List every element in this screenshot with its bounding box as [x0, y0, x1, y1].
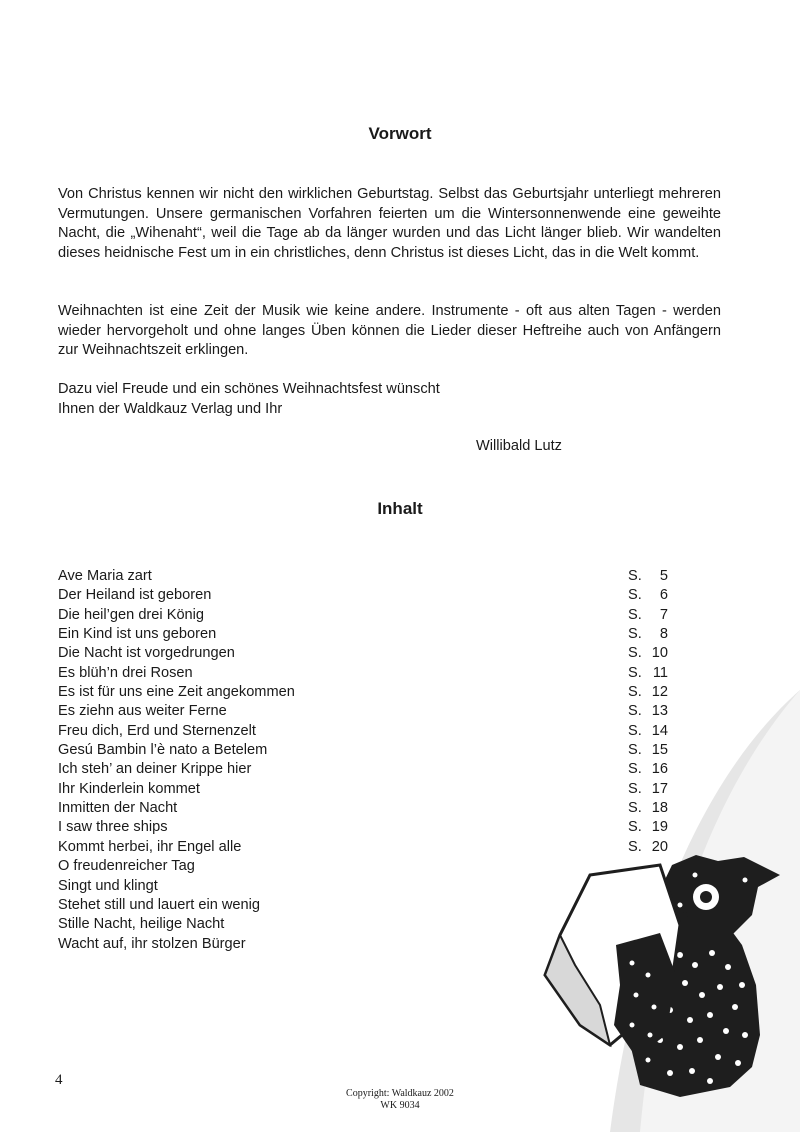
toc-page-prefix: S.	[628, 722, 642, 739]
toc-entry	[58, 702, 668, 721]
toc-page-number: 15	[651, 742, 668, 759]
toc-entry-title: Ich steh’ an deiner Krippe hier	[58, 761, 252, 778]
toc-entry	[58, 664, 668, 683]
toc-entry-title: Inmitten der Nacht	[58, 800, 178, 817]
toc-page-number: 13	[651, 703, 668, 720]
owl-illustration	[520, 835, 790, 1105]
toc-entry-title: Die Nacht ist vorgedrungen	[58, 645, 235, 662]
toc-page-number: 11	[652, 664, 668, 681]
toc-page-number: 8	[659, 626, 668, 643]
toc-page-number: 19	[651, 819, 668, 836]
contents-title: Inhalt	[377, 499, 423, 518]
closing-line-2: Ihnen der Waldkauz Verlag und Ihr	[58, 400, 283, 417]
toc-entry	[58, 625, 668, 644]
toc-page-prefix: S.	[628, 645, 642, 662]
foreword-title: Vorwort	[368, 124, 432, 143]
toc-entry	[58, 722, 668, 741]
toc-page-number: 16	[651, 761, 668, 778]
toc-entry-title: Wacht auf, ihr stolzen Bürger	[58, 935, 246, 952]
toc-page-number: 5	[659, 568, 668, 584]
toc-entry-title: I saw three ships	[58, 819, 168, 836]
toc-entry	[58, 741, 668, 760]
toc-entry	[58, 644, 668, 663]
catalog-number: WK 9034	[380, 1100, 420, 1111]
toc-page-number: 20	[651, 838, 668, 855]
page-number: 4	[55, 1072, 63, 1088]
toc-page-prefix: S.	[628, 761, 642, 778]
toc-entry-title: Ihr Kinderlein kommet	[58, 780, 200, 797]
toc-page-prefix: S.	[628, 742, 642, 759]
toc-page-number: 18	[651, 800, 668, 817]
toc-entry-title: Kommt herbei, ihr Engel alle	[58, 838, 242, 855]
copyright-notice: Copyright: Waldkauz 2002	[346, 1088, 454, 1099]
toc-page-prefix: S.	[628, 703, 642, 720]
toc-entry	[58, 586, 668, 605]
toc-entry-title: Ein Kind ist uns geboren	[58, 626, 217, 643]
toc-entry-title: Die heil’gen drei König	[58, 606, 205, 623]
foreword-paragraph-2: Weihnachten ist eine Zeit der Musik wie keine andere. Instrumente - oft aus alten Tagen - werden wieder hervorgeholt und ohne langes Üben können die Lieder dieser Heftreihe auch von Anfängern zur Weihnachtszeit erklingen.	[58, 303, 721, 358]
toc-entry	[58, 799, 668, 818]
toc-entry	[58, 780, 668, 799]
toc-entry-title: Es ist für uns eine Zeit angekommen	[58, 684, 295, 701]
toc-entry	[58, 567, 668, 586]
toc-entry-title: Es ziehn aus weiter Ferne	[58, 703, 227, 720]
toc-page-number: 14	[651, 722, 668, 739]
toc-page-prefix: S.	[628, 606, 642, 623]
signature: Willibald Lutz	[476, 438, 562, 454]
toc-page-prefix: S.	[628, 800, 642, 817]
toc-entry-title: Es blüh’n drei Rosen	[58, 664, 193, 681]
toc-entry-title: Der Heiland ist geboren	[58, 587, 212, 604]
toc-entry-title: Freu dich, Erd und Sternenzelt	[58, 722, 256, 739]
toc-page-prefix: S.	[628, 587, 642, 604]
toc-page-prefix: S.	[628, 838, 642, 855]
toc-page-prefix: S.	[628, 780, 642, 797]
toc-page-prefix: S.	[628, 626, 642, 643]
toc-page-number: 12	[651, 684, 668, 701]
toc-page-prefix: S.	[628, 568, 642, 584]
foreword-closing	[58, 380, 721, 419]
toc-page-number: 17	[651, 780, 668, 797]
footer	[300, 1088, 500, 1112]
toc-entry-title: Stehet still und lauert ein wenig	[58, 896, 261, 913]
toc-entry-title: Ave Maria zart	[58, 568, 152, 584]
toc-entry-title: Stille Nacht, heilige Nacht	[58, 916, 225, 933]
toc-page-prefix: S.	[628, 819, 642, 836]
toc-entry-title: Singt und klingt	[58, 877, 158, 894]
toc-page-number: 6	[659, 587, 668, 604]
toc-page-prefix: S.	[628, 684, 642, 701]
foreword-paragraph-1: Von Christus kennen wir nicht den wirklichen Geburtstag. Selbst das Geburtsjahr unterliegt mehreren Vermutungen. Unsere germanischen Vorfahren feierten um die Wintersonnenwende eine geweihte Nacht, die „Wihenaht“, weil die Tage ab da länger wurden und das Licht länger blieb. Wir wandelten dieses heidnische Fest um in ein christliches, denn Christus ist dieses Licht, das in die Welt kommt.	[58, 186, 721, 261]
toc-entry	[58, 606, 668, 625]
toc-page-number: 10	[651, 645, 668, 662]
toc-entry	[58, 760, 668, 779]
toc-entry-title: O freudenreicher Tag	[58, 858, 195, 875]
toc-page-prefix: S.	[628, 664, 642, 681]
toc-entry	[58, 683, 668, 702]
toc-entry-title: Gesú Bambin l’è nato a Betelem	[58, 742, 268, 759]
closing-line-1: Dazu viel Freude und ein schönes Weihnachtsfest wünscht	[58, 381, 440, 397]
toc-page-number: 7	[659, 606, 668, 623]
